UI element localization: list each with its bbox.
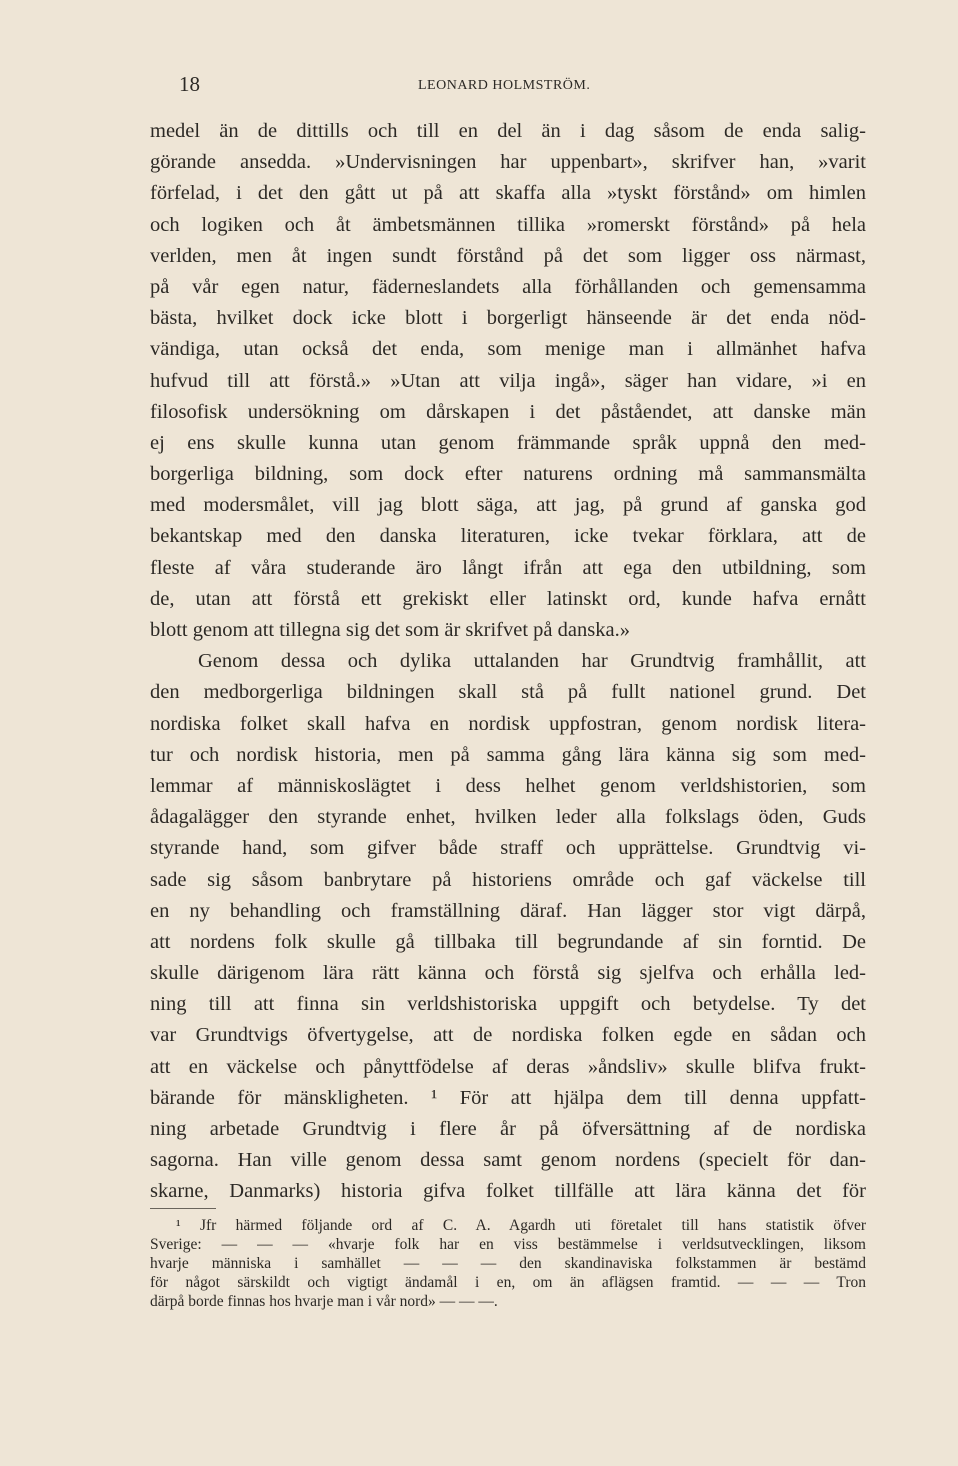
paragraph-1: [150, 116, 866, 646]
text-line: bärande för mänskligheten. ¹ För att hjälpa dem till denna uppfatt-: [150, 1086, 866, 1109]
text-line: för något särskildt och vigtigt ändamål i en, om än aflägsen framtid. — — — Tron: [150, 1274, 866, 1291]
text-line: hufvud till att förstå.» »Utan att vilja ingå», säger han vidare, »i en: [150, 369, 866, 392]
text-line: skulle därigenom lära rätt känna och förstå sig sjelfva och erhålla led-: [150, 962, 866, 985]
text-line: vändiga, utan också det enda, som menige man i allmänhet hafva: [150, 338, 866, 361]
text-line: var Grundtvigs öfvertygelse, att de nordiska folken egde en sådan och: [150, 1024, 866, 1047]
text-line: ning till att finna sin verldshistoriska uppgift och betydelse. Ty det: [150, 993, 866, 1016]
text-line: skarne, Danmarks) historia gifva folket tillfälle att lära känna det för: [150, 1180, 866, 1203]
text-line: förfelad, i det den gått ut på att skaffa alla »tyskt förstånd» om himlen: [150, 182, 866, 205]
text-line: verlden, men åt ingen sundt förstånd på det som ligger oss närmast,: [150, 244, 866, 267]
text-line: tur och nordisk historia, men på samma gång lära känna sig som med-: [150, 743, 866, 766]
page-number: 18: [179, 72, 200, 96]
text-line: fleste af våra studerande äro långt ifrån att ega den utbildning, som: [150, 556, 866, 579]
text-line: Genom dessa och dylika uttalanden har Grundtvig framhållit, att: [198, 650, 866, 673]
text-line: ej ens skulle kunna utan genom främmande språk uppnå den med-: [150, 431, 866, 454]
text-line: ning arbetade Grundtvig i flere år på öfversättning af de nordiska: [150, 1118, 866, 1140]
text-line: lemmar af människoslägtet i dess helhet genom verldshistorien, som: [150, 774, 866, 797]
text-line: och logiken och åt ämbetsmännen tillika »romerskt förstånd» på hela: [150, 213, 866, 236]
text-line: den medborgerliga bildningen skall stå på fullt nationel grund. Det: [150, 681, 866, 704]
text-line: på vår egen natur, fäderneslandets alla förhållanden och gemensamma: [150, 275, 866, 298]
text-line: görande ansedda. »Undervisningen har uppenbart», skrifver han, »varit: [150, 151, 866, 174]
text-line: hvarje människa i samhället — — — den skandinaviska folkstammen är bestämd: [150, 1255, 866, 1272]
text-line: ådagalägger den styrande enhet, hvilken leder alla folkslags öden, Guds: [150, 806, 866, 829]
paragraph-2: [150, 646, 866, 1207]
text-line: borgerliga bildning, som dock efter naturens ordning må sammansmälta: [150, 463, 866, 486]
text-line: Sverige: — — — «hvarje folk har en viss bestämmelse i verldsutvecklingen, liksom: [150, 1236, 866, 1253]
text-line: att nordens folk skulle gå tillbaka till begrundande af sin forntid. De: [150, 930, 866, 953]
text-line: därpå borde finnas hos hvarje man i vår nord» — — —.: [150, 1293, 498, 1310]
text-line: en ny behandling och framställning däraf. Han lägger stor vigt därpå,: [150, 899, 866, 922]
text-line: filosofisk undersökning om dårskapen i det påståendet, att danske män: [150, 400, 866, 423]
text-line: de, utan att förstå ett grekiskt eller latinskt ord, kunde hafva ernått: [150, 587, 866, 610]
text-line: nordiska folket skall hafva en nordisk uppfostran, genom nordisk litera-: [150, 712, 866, 735]
text-line: bästa, hvilket dock icke blott i borgerligt hänseende är det enda nöd-: [150, 307, 866, 330]
text-line: medel än de dittills och till en del än i dag såsom de enda salig-: [150, 120, 866, 142]
text-line: bekantskap med den danska literaturen, icke tvekar förklara, att de: [150, 525, 866, 548]
footnote-rule: [150, 1208, 216, 1209]
text-line: blott genom att tillegna sig det som är skrifvet på danska.»: [150, 619, 630, 641]
text-line: att en väckelse och pånyttfödelse af deras »åndsliv» skulle blifva frukt-: [150, 1055, 866, 1078]
text-line: sade sig såsom banbrytare på historiens område och gaf väckelse till: [150, 868, 866, 891]
text-line: ¹ Jfr härmed följande ord af C. A. Agardh uti företalet till hans statistik öfver: [176, 1217, 866, 1234]
running-head: LEONARD HOLMSTRÖM.: [418, 78, 591, 93]
text-line: styrande hand, som gifver både straff och upprättelse. Grundtvig vi-: [150, 837, 866, 860]
text-line: sagorna. Han ville genom dessa samt genom nordens (specielt för dan-: [150, 1149, 866, 1172]
footnote: [150, 1216, 866, 1311]
text-line: med modersmålet, vill jag blott säga, att jag, på grund af ganska god: [150, 494, 866, 517]
body-text: [150, 116, 866, 1208]
